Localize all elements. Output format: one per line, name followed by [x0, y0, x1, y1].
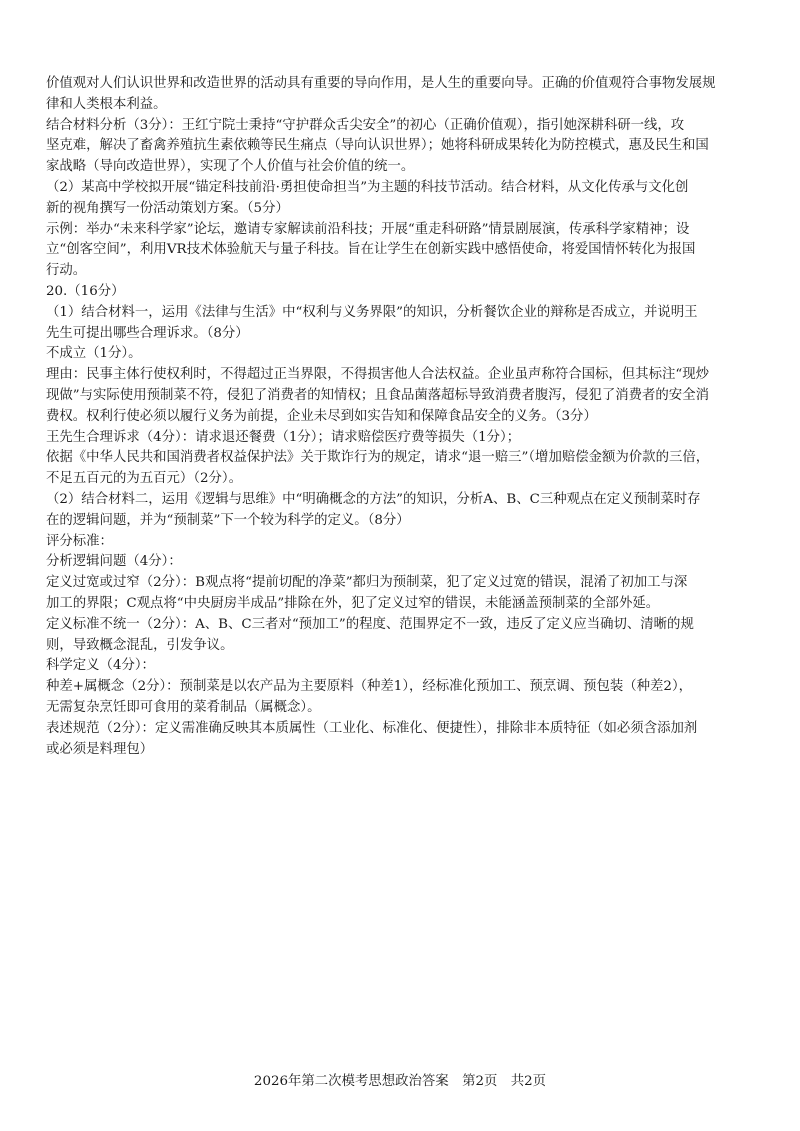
text-line: 现做”与实际使用预制菜不符，侵犯了消费者的知情权；且食品菌落超标导致消费者腹泻，侵犯了消费者的安全消	[46, 387, 709, 403]
page-footer: 2026年第二次模考思想政治答案 第2页 共2页	[253, 1074, 547, 1089]
text-line: 立“创客空间”，利用VR技术体验航天与量子科技。旨在让学生在创新实践中感悟使命，将爱国情怀转化为报国	[46, 242, 696, 258]
text-line: 家战略（导向改造世界），实现了个人价值与社会价值的统一。	[46, 159, 415, 175]
text-line: 或必须是料理包）	[46, 741, 154, 757]
question-heading: 20.（16分）	[46, 283, 125, 299]
text-line: 律和人类根本利益。	[46, 96, 167, 112]
text-line: 在的逻辑问题，并为“预制菜”下一个较为科学的定义。（8分）	[46, 512, 410, 528]
text-line: 先生可提出哪些合理诉求。（8分）	[46, 325, 249, 341]
text-line: 无需复杂烹饪即可食用的菜肴制品（属概念）。	[46, 699, 321, 715]
text-line: 则，导致概念混乱，引发争议。	[46, 637, 234, 653]
text-line: 定义标准不统一（2分）：A、B、C三者对“预加工”的程度、范围界定不一致，违反了定义应当确切、清晰的规	[46, 616, 694, 632]
text-line: 不成立（1分）。	[46, 346, 142, 362]
text-line: 理由：民事主体行使权利时，不得超过正当界限，不得损害他人合法权益。企业虽声称符合国标，但其标注“现炒	[46, 367, 709, 383]
text-line: 分析逻辑问题（4分）：	[46, 554, 182, 570]
text-line: （2）结合材料二，运用《逻辑与思维》中“明确概念的方法”的知识，分析A、B、C三种观点在定义预制菜时存	[46, 491, 701, 507]
text-line: 新的视角撰写一份活动策划方案。（5分）	[46, 200, 289, 216]
text-line: 定义过宽或过窄（2分）：B观点将“提前切配的净菜”都归为预制菜，犯了定义过宽的错误，混淆了初加工与深	[46, 575, 688, 591]
text-line: 行动。	[46, 263, 87, 279]
text-line: 坚克难，解决了畜禽养殖抗生素依赖等民生痛点（导向认识世界）；她将科研成果转化为防控模式，惠及民生和国	[46, 138, 709, 154]
answer-text	[46, 74, 762, 760]
text-line: 价值观对人们认识世界和改造世界的活动具有重要的导向作用，是人生的重要向导。正确的价值观符合事物发展规	[46, 76, 716, 91]
text-line: 科学定义（4分）：	[46, 658, 155, 674]
text-line: 费权。权利行使必须以履行义务为前提，企业未尽到如实告知和保障食品安全的义务。（3分）	[46, 408, 597, 424]
text-line: 示例：举办“未来科学家”论坛，邀请专家解读前沿科技；开展“重走科研路”情景剧展演，传承科学家精神；设	[46, 221, 690, 237]
text-line: 评分标准：	[46, 533, 113, 549]
text-line: 依据《中华人民共和国消费者权益保护法》关于欺诈行为的规定，请求“退一赔三”（增加赔偿金额为价款的三倍，	[46, 450, 710, 466]
text-line: 王先生合理诉求（4分）：请求退还餐费（1分）；请求赔偿医疗费等损失（1分）；	[46, 429, 521, 445]
text-line: 加工的界限；C观点将“中央厨房半成品”排除在外，犯了定义过窄的错误，未能涵盖预制菜的全部外延。	[46, 595, 660, 611]
text-line: 结合材料分析（3分）：王红宁院士秉持“守护群众舌尖安全”的初心（正确价值观），指引她深耕科研一线，攻	[46, 117, 685, 133]
text-line: 不足五百元的为五百元）（2分）。	[46, 471, 242, 487]
text-line: 表述规范（2分）：定义需准确反映其本质属性（工业化、标准化、便捷性），排除非本质特征（如必须含添加剂	[46, 720, 698, 736]
text-line: （1）结合材料一，运用《法律与生活》中“权利与义务界限”的知识，分析餐饮企业的辩称是否成立，并说明王	[46, 304, 698, 320]
text-line: （2）某高中学校拟开展“锚定科技前沿·勇担使命担当”为主题的科技节活动。结合材料，从文化传承与文化创	[46, 179, 689, 195]
text-line: 种差+属概念（2分）：预制菜是以农产品为主要原料（种差1），经标准化预加工、预烹调、预包装（种差2），	[46, 679, 693, 695]
